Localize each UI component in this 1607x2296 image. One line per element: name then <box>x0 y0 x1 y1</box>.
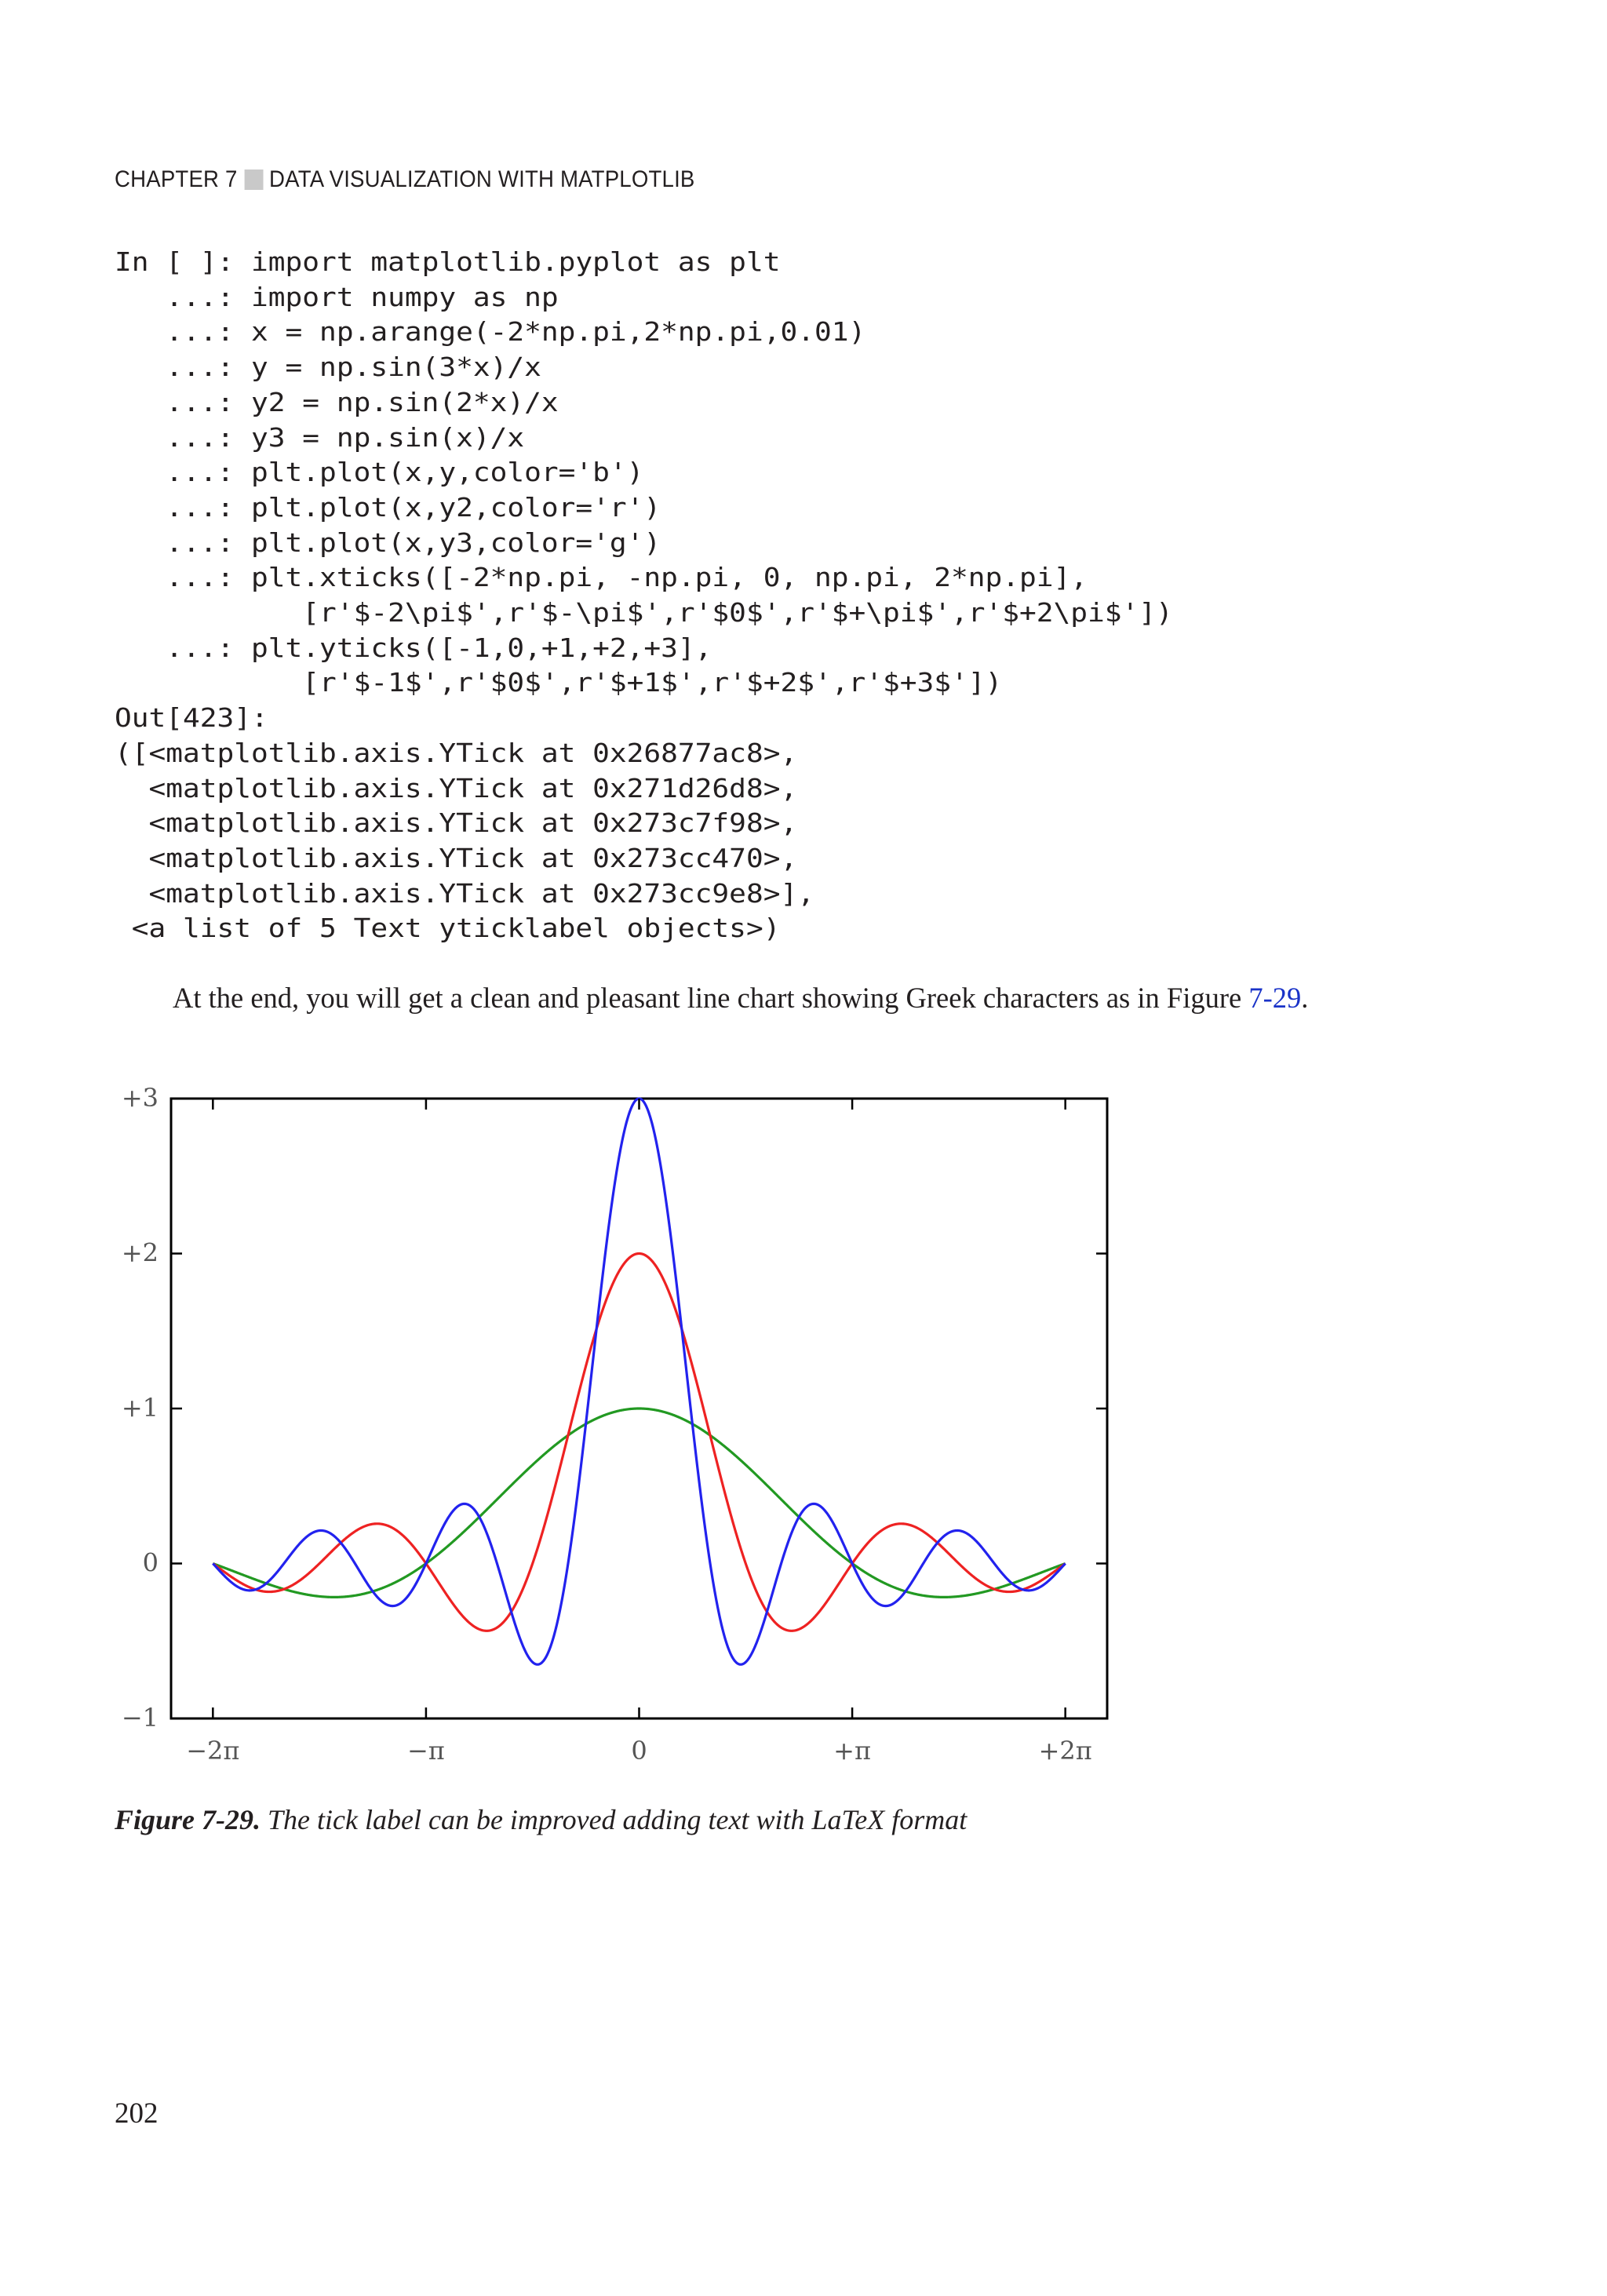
code-line: [r'$-1$',r'$0$',r'$+1$',r'$+2$',r'$+3$']) <box>115 667 1003 698</box>
y-tick-label: +1 <box>121 1393 159 1423</box>
y-tick-label: −1 <box>121 1703 159 1733</box>
figure-7-29 <box>115 1075 1111 1769</box>
y-tick-label: +2 <box>121 1237 159 1268</box>
page-number: 202 <box>115 2097 159 2130</box>
code-line: <matplotlib.axis.YTick at 0x273cc470>, <box>115 842 798 873</box>
code-line: ...: y3 = np.sin(x)/x <box>115 421 525 453</box>
caption-text: The tick label can be improved adding text with LaTeX format <box>268 1804 967 1835</box>
x-tick-label: +2π <box>1038 1736 1092 1766</box>
code-line: ...: y = np.sin(3*x)/x <box>115 352 541 383</box>
caption-label: Figure 7-29. <box>115 1804 261 1835</box>
code-line: <a list of 5 Text yticklabel objects>) <box>115 913 781 944</box>
chapter-title: DATA VISUALIZATION WITH MATPLOTLIB <box>269 166 695 192</box>
code-line: ...: plt.yticks([-1,0,+1,+2,+3], <box>115 632 712 663</box>
code-line: ...: plt.plot(x,y2,color='r') <box>115 491 661 523</box>
figure-reference-link[interactable]: 7-29 <box>1248 982 1302 1014</box>
code-line: <matplotlib.axis.YTick at 0x271d26d8>, <box>115 772 798 804</box>
code-line: <matplotlib.axis.YTick at 0x273cc9e8>], <box>115 877 814 909</box>
x-tick-label: +π <box>833 1736 872 1766</box>
figure-caption <box>115 1803 967 1836</box>
x-tick-label: −π <box>406 1736 445 1766</box>
running-header <box>115 166 695 193</box>
code-line: In [ ]: import matplotlib.pyplot as plt <box>115 246 781 277</box>
x-tick-label: 0 <box>631 1736 647 1766</box>
code-line: [r'$-2\pi$',r'$-\pi$',r'$0$',r'$+\pi$',r'$+2\pi$']) <box>115 597 1173 629</box>
code-block <box>115 245 1173 946</box>
header-separator-square <box>245 169 264 190</box>
x-tick-label: −2π <box>186 1736 240 1766</box>
y-tick-label: +3 <box>121 1083 159 1113</box>
chapter-label: CHAPTER 7 <box>115 166 238 192</box>
body-paragraph <box>173 981 1308 1015</box>
code-line: ...: plt.xticks([-2*np.pi, -np.pi, 0, np.pi, 2*np.pi], <box>115 562 1088 593</box>
body-text: At the end, you will get a clean and pleasant line chart showing Greek characters as in Figure <box>173 982 1249 1014</box>
code-line: ([<matplotlib.axis.YTick at 0x26877ac8>, <box>115 737 798 768</box>
line-chart <box>115 1075 1111 1769</box>
code-line: <matplotlib.axis.YTick at 0x273c7f98>, <box>115 807 798 839</box>
code-line: ...: y2 = np.sin(2*x)/x <box>115 386 559 417</box>
code-line: ...: import numpy as np <box>115 281 559 312</box>
body-text-end: . <box>1301 982 1309 1014</box>
code-line: ...: plt.plot(x,y3,color='g') <box>115 527 661 558</box>
code-line: Out[423]: <box>115 702 268 734</box>
y-tick-label: 0 <box>142 1547 159 1578</box>
code-line: ...: plt.plot(x,y,color='b') <box>115 457 644 488</box>
code-line: ...: x = np.arange(-2*np.pi,2*np.pi,0.01) <box>115 316 866 348</box>
